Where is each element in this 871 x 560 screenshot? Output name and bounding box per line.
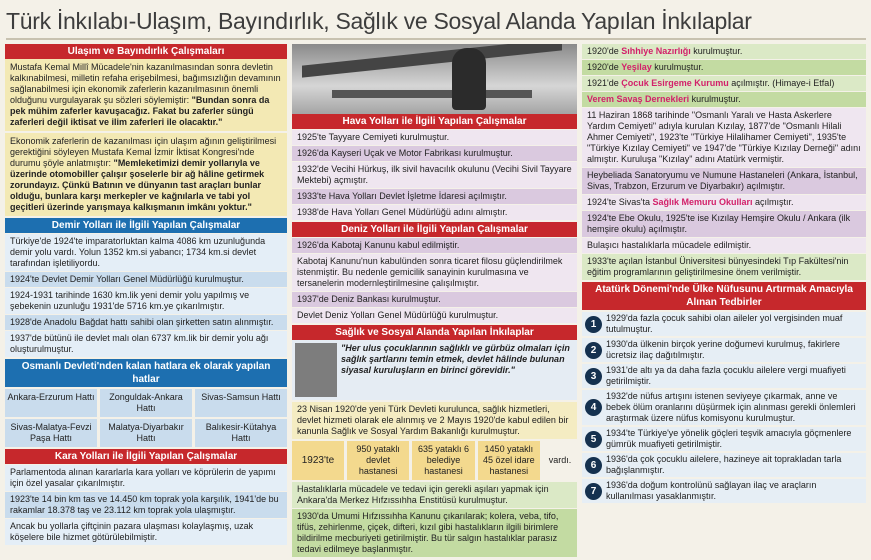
list-item: Verem Savaş Dernekleri kurulmuştur. bbox=[582, 92, 866, 107]
number-badge: 3 bbox=[585, 368, 602, 385]
list-item: 1937'de bütünü ile devlet malı olan 6737 km.lik bir demir yolu ağı oluşturulmuştur. bbox=[5, 331, 287, 357]
number-badge: 6 bbox=[585, 457, 602, 474]
hospital-row bbox=[347, 441, 577, 480]
line-item: Malatya-Diyarbakır Hattı bbox=[100, 419, 192, 447]
list-item: 1925'te Tayyare Cemiyeti kurulmuştur. bbox=[292, 130, 577, 145]
number-badge: 7 bbox=[585, 483, 602, 500]
list-item: 1924'te Devlet Demir Yolları Genel Müdürlüğü kurulmuştur. bbox=[5, 272, 287, 287]
section-header-airways: Hava Yolları ile İlgili Yapılan Çalışmalar bbox=[292, 114, 577, 129]
ataturk-quote bbox=[292, 340, 577, 400]
number-badge: 1 bbox=[585, 316, 602, 333]
line-item: Zonguldak-Ankara Hattı bbox=[100, 389, 192, 417]
column-transport bbox=[5, 44, 287, 558]
page-title: Türk İnkılabı-Ulaşım, Bayındırlık, Sağlık ve Sosyal Alanda Yapılan İnkılaplar bbox=[6, 4, 866, 40]
lines-row-1 bbox=[5, 389, 287, 417]
column-health-population bbox=[582, 44, 866, 558]
list-item: 1937'de Deniz Bankası kurulmuştur. bbox=[292, 292, 577, 307]
quote-text: "Memleketimizi demir yollarıyla ve üzerinde otomobiller çalışır şoselerle bir ağ hâline getirmek zorundayız. Çünkü Batının ve dünyanın tast araçları bunlar olduğu, bunlara karşı merkepler ve kağnılarla ve tabi yol geçitleri üzerinde yarışmaya kalkışmanın imkânı yoktur." bbox=[10, 158, 265, 212]
list-item: 1933'te Hava Yolları Devlet İşletme İdaresi açılmıştır. bbox=[292, 189, 577, 204]
column-air-sea-health bbox=[292, 44, 577, 558]
list-item: 1924-1931 tarihinde 1630 km.lik yeni demir yolu yapılmış ve şebekenin uzunluğu 1931'de 5716 km.ye çıkarılmıştır. bbox=[5, 288, 287, 314]
line-item: Sivas-Samsun Hattı bbox=[195, 389, 287, 417]
hospital-item: 635 yataklı 6 belediye hastanesi bbox=[412, 441, 474, 480]
section-header-roads: Kara Yolları ile İlgili Yapılan Çalışmalar bbox=[5, 449, 287, 464]
list-item: 1938'de Hava Yolları Genel Müdürlüğü adını almıştır. bbox=[292, 205, 577, 220]
list-item: Bulaşıcı hastalıklarla mücadele edilmiştir. bbox=[582, 238, 866, 253]
number-badge: 2 bbox=[585, 342, 602, 359]
list-item: Parlamentoda alınan kararlarla kara yolları ve köprülerin de yapımı için özel yasalar çıkarılmıştır. bbox=[5, 465, 287, 491]
list-item: 1924'te Sivas'ta Sağlık Memuru Okulları açılmıştır. bbox=[582, 195, 866, 210]
numbered-item: 1 1929'da fazla çocuk sahibi olan aileler yol vergisinden muaf tutulmuştur. bbox=[582, 312, 866, 336]
numbered-item: 7 1936'da doğum kontrolünü sağlayan ilaç ve araçların kullanılması yasaklanmıştır. bbox=[582, 479, 866, 503]
list-item: Türkiye'de 1924'te imparatorluktan kalma 4086 km uzunluğunda demir yolu vardı. Yolun 1352 km.si yabancı; 1734 km.si devlet tarafından işletiliyordu. bbox=[5, 234, 287, 271]
year-label: 1923'te bbox=[292, 441, 344, 480]
list-item: 1926'da Kabotaj Kanunu kabul edilmiştir. bbox=[292, 238, 577, 253]
numbered-item: 2 1930'da ülkenin birçok yerine doğumevi kurulmuş, fakirlere ücretsiz ilaç dağıtılmıştır. bbox=[582, 338, 866, 362]
list-item: 1933'te açılan İstanbul Üniversitesi bünyesindeki Tıp Fakültesi'nin eğitim programlarının geliştirilmesine önem verilmiştir. bbox=[582, 254, 866, 280]
list-item: 1928'de Anadolu Bağdat hattı sahibi olan şirketten satın alınmıştır. bbox=[5, 315, 287, 330]
section-header-health: Sağlık ve Sosyal Alanda Yapılan İnkılaplar bbox=[292, 325, 577, 340]
hospital-table bbox=[292, 441, 577, 480]
list-item: Heybeliada Sanatoryumu ve Numune Hastaneleri (Ankara, İstanbul, Sivas, Trabzon, Erzurum ve Diyarbakır) açılmıştır. bbox=[582, 168, 866, 194]
line-item: Balıkesir-Kütahya Hattı bbox=[195, 419, 287, 447]
hospital-item: 1450 yataklı 45 özel idare hastanesi bbox=[478, 441, 540, 480]
list-item: 1926'da Kayseri Uçak ve Motor Fabrikası kurulmuştur. bbox=[292, 146, 577, 161]
quote-text: "Her ulus çocuklarının sağlıklı ve gürbüz olmaları için sağlık şartlarını temin etmek, devlet hâlinde bulunan siyasal kuruluşların en birinci görevidir." bbox=[341, 343, 570, 375]
list-item: Devlet Deniz Yolları Genel Müdürlüğü kurulmuştur. bbox=[292, 308, 577, 323]
list-item: 1932'de Vecihi Hürkuş, ilk sivil havacılık okulunu (Vecihi Sivil Tayyare Mektebi) açmıştır. bbox=[292, 162, 577, 188]
ataturk-portrait bbox=[295, 343, 337, 397]
list-item-kizilay: 11 Haziran 1868 tarihinde "Osmanlı Yaralı ve Hasta Askerlere Yardım Cemiyeti" adıyla kurulan Kızılay, 1877'de "Osmanlı Hilali Ahmer Cemiyeti", 1923'te "Türkiye Hilalihamer Cemiyeti", 1935'te "Türkiye Kızılay Cemiyeti" ve 1947'de "Türkiye Kızılay Derneği" adını almıştır. Kuruluşa "Kızılay" adını Atatürk vermiştir. bbox=[582, 108, 866, 167]
list-item: 1921'de Çocuk Esirgeme Kurumu açılmıştır. (Himaye-i Etfal) bbox=[582, 76, 866, 91]
hospital-item: 950 yataklı devlet hastanesi bbox=[347, 441, 409, 480]
section-header-seaways: Deniz Yolları ile İlgili Yapılan Çalışmalar bbox=[292, 222, 577, 237]
lines-row-2 bbox=[5, 419, 287, 447]
numbered-item: 5 1934'te Türkiye'ye yönelik göçleri teşvik amacıyla göçmenlere gümrük muafiyeti getirilmiştir. bbox=[582, 427, 866, 451]
paragraph-text: Mustafa Kemal Millî Mücadele'nin kazanılmasından sonra devletin kalkınabilmesi, milletin refaha erişebilmesi, bağımsızlığın devamının sağlanabilmesi için ekonomik zaferlerin kazanılmasının önemli olduğunu vurgulayarak şu sözleri söylemiştir: bbox=[10, 62, 281, 105]
section-header-transport: Ulaşım ve Bayındırlık Çalışmaları bbox=[5, 44, 287, 59]
list-item: 1930'da Umumi Hıfzıssıhha Kanunu çıkarılarak; kolera, veba, tifo, tifüs, zehirlenme, çiçek, difteri, kızıl gibi hastalıkların ilgili birimlere bildirilme mecburiyeti getirilmiştir. Bu tür salgın hastalıklar parasız tedavi edilmeye başlanmıştır. bbox=[292, 509, 577, 557]
vardi-label: vardı. bbox=[548, 455, 572, 465]
list-item: Ancak bu yollarla çiftçinin pazara ulaşması kolaylaşmış, uzak köşelere bile hizmet götürülebilmiştir. bbox=[5, 519, 287, 545]
paragraph-izmir bbox=[5, 133, 287, 216]
list-item: 1920'de Yeşilay kurulmuştur. bbox=[582, 60, 866, 75]
quote-text: "Bundan sonra da pek mühim zaferler kavuşacağız. Fakat bu zaferler süngü zaferleri değil iktisat ve ilim zaferleri ile olacaktır." bbox=[10, 95, 270, 127]
section-header-population: Atatürk Dönemi'nde Ülke Nüfusunu Artırmak Amacıyla Alınan Tedbirler bbox=[582, 282, 866, 310]
section-header-lines: Osmanlı Devleti'nden kalan hatlara ek olarak yapılan hatlar bbox=[5, 359, 287, 387]
number-badge: 4 bbox=[585, 399, 602, 416]
list-item: 23 Nisan 1920'de yeni Türk Devleti kurulunca, sağlık hizmetleri, devlet hizmeti olarak ele alınmış ve 2 Mayıs 1920'de kabul edilen bir kanunla Sağlık ve Sosyal Yardım Bakanlığı kurulmuştur. bbox=[292, 402, 577, 439]
list-item: Kabotaj Kanunu'nun kabulünden sonra ticaret filosu güçlendirilmek istenmiştir. Bu nedenle gemicilik sanayinin kurulmasına ve tersanelerin modernleştirilmesine çalışılmıştır. bbox=[292, 254, 577, 291]
list-item: 1920'de Sıhhiye Nazırlığı kurulmuştur. bbox=[582, 44, 866, 59]
numbered-item: 3 1931'de altı ya da daha fazla çocuklu ailelere vergi muafiyeti getirilmiştir. bbox=[582, 364, 866, 388]
number-badge: 5 bbox=[585, 431, 602, 448]
line-item: Sivas-Malatya-Fevzi Paşa Hattı bbox=[5, 419, 97, 447]
ataturk-airplane-photo bbox=[292, 44, 577, 114]
numbered-item: 6 1936'da çok çocuklu ailelere, hazineye ait toprakladan tarla bağışlanmıştır. bbox=[582, 453, 866, 477]
list-item: Hastalıklarla mücadele ve tedavi için gerekli aşıları yapmak için Ankara'da Merkez Hıfzıssıhha Enstitüsü kurulmuştur. bbox=[292, 482, 577, 508]
paragraph-text: Ekonomik zaferlerin de kazanılması için ulaşım ağının geliştirilmesi gerektiğini söyleyen Mustafa Kemal İzmir İktisat Kongresi'nde durumu şöyle anlatmıştır: bbox=[10, 136, 277, 168]
section-header-railways: Demir Yolları ile İlgili Yapılan Çalışmalar bbox=[5, 218, 287, 233]
list-item: 1923'te 14 bin km tas ve 14.450 km toprak yola karşılık, 1941'de bu rakamlar 18.378 taş ve 23.112 km toprak yola ulaşmıştır. bbox=[5, 492, 287, 518]
line-item: Ankara-Erzurum Hattı bbox=[5, 389, 97, 417]
numbered-item: 4 1932'de nüfus artışını istenen seviyeye çıkarmak, anne ve bebek ölüm oranlarını düşürmek için alınması gerekli önlemleri araştırmak üzere nüfus komisyonu kurulmuştur. bbox=[582, 390, 866, 425]
paragraph-economy bbox=[5, 59, 287, 131]
list-item: 1924'te Ebe Okulu, 1925'te ise Kızılay Hemşire Okulu / Ankara (ilk hemşire okulu) açılmıştır. bbox=[582, 211, 866, 237]
